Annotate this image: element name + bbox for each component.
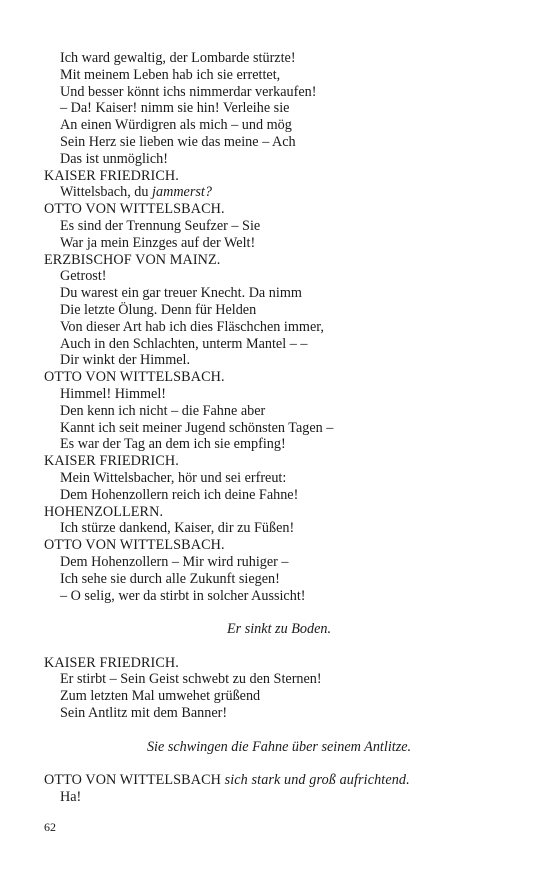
verse-line <box>44 134 514 151</box>
line-text: Den kenn ich nicht – die Fahne aber <box>60 402 266 419</box>
verse-line <box>44 403 514 420</box>
line-text: Dem Hohenzollern reich ich deine Fahne! <box>60 486 299 503</box>
line-text: Sie schwingen die Fahne über seinem Antlitze. <box>146 738 412 755</box>
verse-line <box>44 285 514 302</box>
verse-line <box>44 520 514 537</box>
line-text: Er stirbt – Sein Geist schwebt zu den Sternen! <box>60 671 322 688</box>
line-text: Mit meinem Leben hab ich sie errettet, <box>60 66 281 83</box>
italic-text: sich stark und groß aufrichtend. <box>224 772 410 789</box>
verse-line <box>44 671 514 688</box>
line-text: Kannt ich seit meiner Jugend schönsten Tagen – <box>60 419 334 436</box>
verse-line <box>44 554 514 571</box>
line-text: Ich ward gewaltig, der Lombarde stürzte! <box>60 50 296 66</box>
speaker-name <box>44 369 514 386</box>
line-text: Zum letzten Mal umwehet grüßend <box>60 688 261 705</box>
italic-text: jammerst? <box>152 184 212 201</box>
line-text: Das ist unmöglich! <box>60 150 168 167</box>
speaker-name <box>44 201 514 218</box>
line-text: Sein Herz sie lieben wie das meine – Ach <box>60 133 296 150</box>
line-text: ERZBISCHOF VON MAINZ. <box>44 251 221 268</box>
line-text: – O selig, wer da stirbt in solcher Aussicht! <box>60 587 306 604</box>
verse-line <box>44 571 514 588</box>
line-text: An einen Würdigren als mich – und mög <box>60 117 292 134</box>
line-text: Es sind der Trennung Seufzer – Sie <box>60 217 261 234</box>
verse-line <box>44 386 514 403</box>
blank-line <box>44 722 514 739</box>
line-text: Von dieser Art hab ich dies Fläschchen immer, <box>60 318 324 335</box>
line-text: KAISER FRIEDRICH. <box>44 654 179 671</box>
line-text: OTTO VON WITTELSBACH <box>44 772 225 789</box>
verse-line <box>44 688 514 705</box>
verse-line <box>44 184 514 201</box>
verse-line <box>44 588 514 605</box>
speaker-name <box>44 655 514 672</box>
blank-line <box>44 755 514 772</box>
line-text: Ha! <box>60 789 82 806</box>
verse-line <box>44 470 514 487</box>
speaker-name <box>44 168 514 185</box>
line-text: Du warest ein gar treuer Knecht. Da nimm <box>60 285 302 302</box>
verse-line <box>44 117 514 134</box>
verse-line <box>44 268 514 285</box>
speaker-name <box>44 252 514 269</box>
line-text: Ich stürze dankend, Kaiser, dir zu Füßen! <box>60 520 295 537</box>
line-text: Ich sehe sie durch alle Zukunft siegen! <box>60 570 280 587</box>
line-text: HOHENZOLLERN. <box>44 503 164 520</box>
line-text: OTTO VON WITTELSBACH. <box>44 537 225 554</box>
speaker-name <box>44 537 514 554</box>
stage-direction <box>44 621 514 638</box>
line-text: OTTO VON WITTELSBACH. <box>44 201 225 218</box>
verse-line <box>44 302 514 319</box>
line-text: KAISER FRIEDRICH. <box>44 453 179 470</box>
verse-line <box>44 84 514 101</box>
line-text: Wittelsbach, du <box>60 184 153 201</box>
line-text: Auch in den Schlachten, unterm Mantel – – <box>60 335 308 352</box>
line-text: Es war der Tag an dem ich sie empfing! <box>60 436 286 453</box>
verse-line <box>44 50 514 67</box>
line-text: Dir winkt der Himmel. <box>60 352 191 369</box>
line-text: Die letzte Ölung. Denn für Helden <box>60 301 257 318</box>
verse-line <box>44 336 514 353</box>
speaker-name <box>44 504 514 521</box>
verse-line <box>44 100 514 117</box>
blank-line <box>44 604 514 621</box>
verse-line <box>44 67 514 84</box>
line-text: OTTO VON WITTELSBACH. <box>44 369 225 386</box>
line-text: Sein Antlitz mit dem Banner! <box>60 705 228 722</box>
speaker-name <box>44 453 514 470</box>
verse-line <box>44 420 514 437</box>
verse-line <box>44 218 514 235</box>
line-text: Dem Hohenzollern – Mir wird ruhiger – <box>60 553 289 570</box>
verse-line <box>44 151 514 168</box>
stage-direction <box>44 739 514 756</box>
blank-line <box>44 638 514 655</box>
verse-line <box>44 705 514 722</box>
verse-line <box>44 436 514 453</box>
verse-line <box>44 319 514 336</box>
line-text: Mein Wittelsbacher, hör und sei erfreut: <box>60 469 287 486</box>
verse-line <box>44 487 514 504</box>
page-number: 62 <box>44 820 56 834</box>
verse-line <box>44 352 514 369</box>
verse-line <box>44 789 514 806</box>
line-text: KAISER FRIEDRICH. <box>44 167 179 184</box>
line-text: – Da! Kaiser! nimm sie hin! Verleihe sie <box>60 100 290 117</box>
verse-line <box>44 235 514 252</box>
line-text: Er sinkt zu Boden. <box>226 621 332 638</box>
line-text: War ja mein Einzges auf der Welt! <box>60 234 256 251</box>
line-text: Und besser könnt ichs nimmerdar verkaufen! <box>60 83 317 100</box>
line-text: Himmel! Himmel! <box>60 385 166 402</box>
play-text <box>44 50 514 806</box>
speaker-name <box>44 772 514 789</box>
line-text: Getrost! <box>60 268 107 285</box>
